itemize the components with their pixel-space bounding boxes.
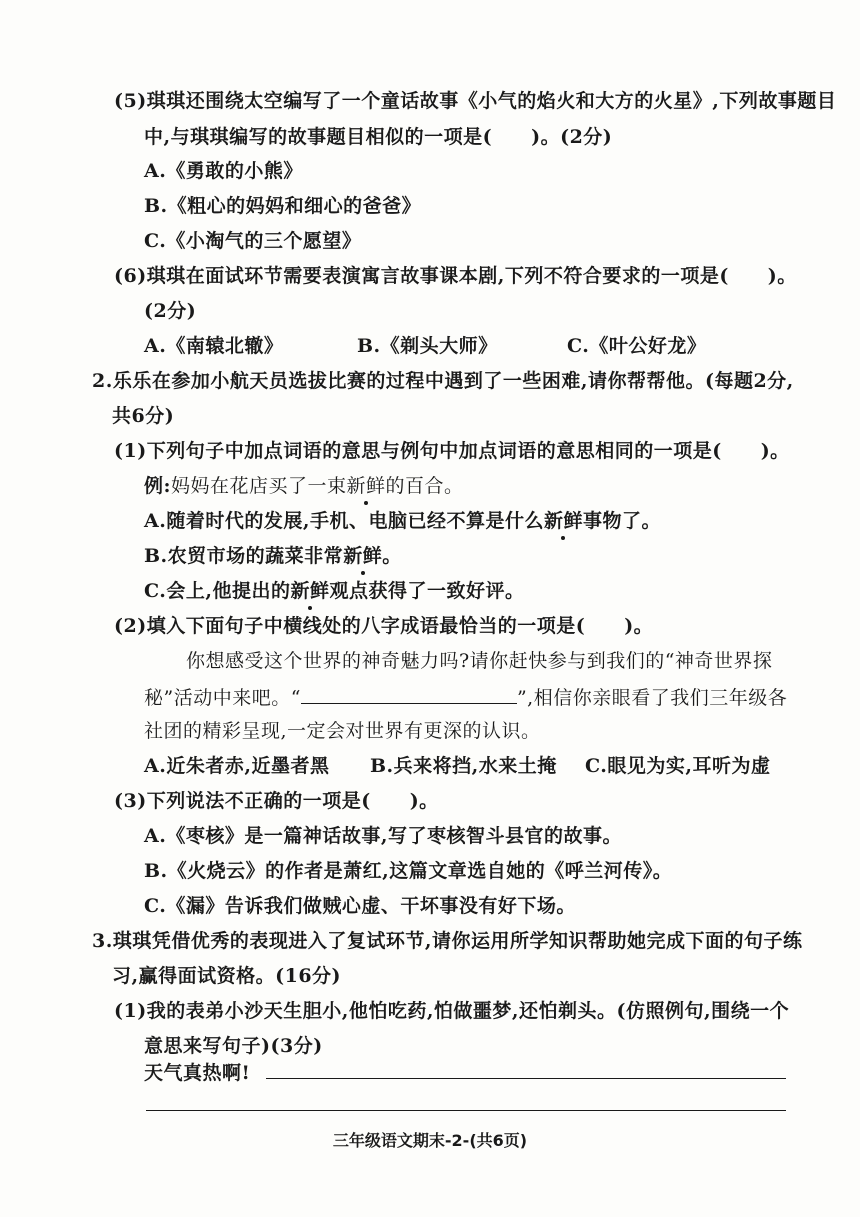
q3-1-stem-line2: 意思来写句子)(3分) [144, 1035, 323, 1057]
q1-6-option-a: A.《南辕北辙》 [144, 335, 284, 357]
fill-in-blank[interactable] [301, 683, 517, 704]
answer-line-2[interactable] [146, 1110, 786, 1111]
q1-5-stem-line2: 中,与琪琪编写的故事题目相似的一项是( )。(2分) [144, 126, 613, 148]
q1-6-option-c: C.《叶公好龙》 [567, 335, 707, 357]
q1-5-stem-line1: (5)琪琪还围绕太空编写了一个童话故事《小气的焰火和大方的火星》,下列故事题目 [114, 90, 837, 112]
option-a-dotted-word: 新鲜 [543, 510, 583, 532]
q2-1-option-c [144, 578, 525, 604]
option-b-post: 。 [382, 545, 402, 567]
q1-5-option-a: A.《勇敢的小熊》 [144, 160, 303, 182]
q3-1-stem-line1: (1)我的表弟小沙天生胆小,他怕吃药,怕做噩梦,还怕剃头。(仿照例句,围绕一个 [114, 1000, 790, 1022]
passage-post: ”,相信你亲眼看了我们三年级各 [516, 687, 788, 709]
q2-3-option-c: C.《漏》告诉我们做贼心虚、干坏事没有好下场。 [144, 895, 576, 917]
q2-3-option-a: A.《枣核》是一篇神话故事,写了枣核智斗县官的故事。 [144, 825, 622, 847]
q2-1-option-a [144, 508, 661, 534]
q1-6-stem-line2: (2分) [144, 300, 197, 322]
q2-2-option-a: A.近朱者赤,近墨者黑 [144, 755, 330, 777]
q3-stem-line2: 习,赢得面试资格。(16分) [112, 965, 342, 987]
answer-line-1[interactable] [266, 1078, 786, 1079]
q2-2-passage-line1: 你想感受这个世界的神奇魅力吗?请你赶快参与到我们的“神奇世界探 [186, 650, 773, 672]
q1-6-stem-line1: (6)琪琪在面试环节需要表演寓言故事课本剧,下列不符合要求的一项是( )。 [114, 265, 797, 287]
option-b-dotted-word: 新鲜 [343, 545, 383, 567]
q2-1-example [144, 473, 464, 499]
option-a-post: 事物了。 [583, 510, 662, 532]
passage-pre: 秘”活动中来吧。“ [144, 687, 301, 709]
example-text-pre: 妈妈在花店买了一束 [171, 475, 347, 497]
q3-stem-line1: 3.琪琪凭借优秀的表现进入了复试环节,请你运用所学知识帮助她完成下面的句子练 [92, 930, 803, 952]
q2-1-stem: (1)下列句子中加点词语的意思与例句中加点词语的意思相同的一项是( )。 [114, 440, 790, 462]
q2-3-stem: (3)下列说法不正确的一项是( )。 [114, 790, 439, 812]
q1-6-option-b: B.《剃头大师》 [357, 335, 498, 357]
q2-2-option-c: C.眼见为实,耳听为虚 [585, 755, 771, 777]
q2-1-option-b [144, 543, 402, 569]
q1-5-option-b: B.《粗心的妈妈和细心的爸爸》 [144, 195, 422, 217]
example-label: 例: [144, 475, 172, 497]
option-c-pre: C.会上,他提出的 [144, 580, 291, 602]
q2-3-option-b: B.《火烧云》的作者是萧红,这篇文章选自她的《呼兰河传》。 [144, 860, 673, 882]
option-c-dotted-word: 新鲜 [290, 580, 330, 602]
q2-stem-line2: 共6分) [112, 405, 175, 427]
example-text-post: 的百合。 [385, 475, 464, 497]
q2-2-passage-line3: 社团的精彩呈现,一定会对世界有更深的认识。 [144, 720, 541, 742]
q3-1-prompt: 天气真热啊! [144, 1062, 251, 1084]
option-c-post: 观点获得了一致好评。 [329, 580, 525, 602]
q1-5-option-c: C.《小淘气的三个愿望》 [144, 230, 362, 252]
q2-2-option-b: B.兵来将挡,水来土掩 [370, 755, 557, 777]
option-a-pre: A.随着时代的发展,手机、电脑已经不算是什么 [144, 510, 544, 532]
page-footer: 三年级语文期末-2-(共6页) [332, 1131, 528, 1150]
option-b-pre: B.农贸市场的蔬菜非常 [144, 545, 344, 567]
example-dotted-word: 新鲜 [346, 475, 386, 497]
q2-2-stem: (2)填入下面句子中横线处的八字成语最恰当的一项是( )。 [114, 615, 654, 637]
q2-stem-line1: 2.乐乐在参加小航天员选拔比赛的过程中遇到了一些困难,请你帮帮他。(每题2分, [92, 370, 794, 392]
q2-2-passage-line2 [144, 683, 787, 711]
